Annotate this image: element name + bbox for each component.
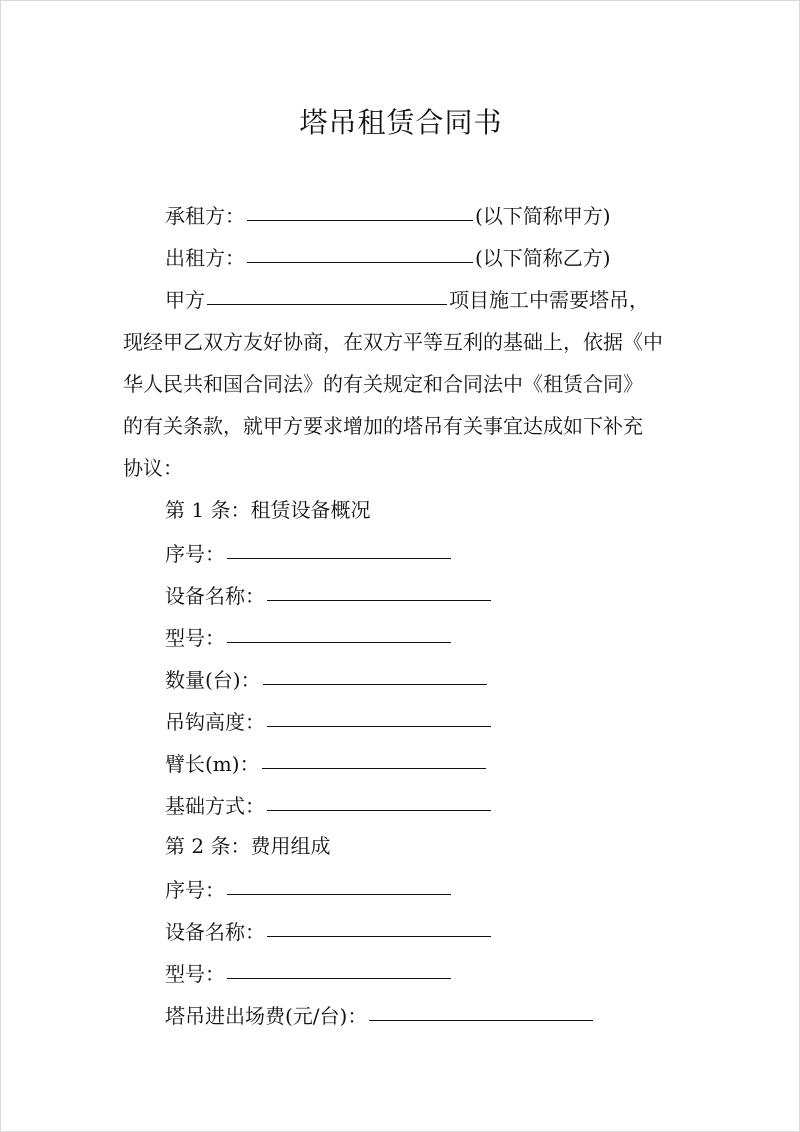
s1-field-serial (165, 542, 453, 566)
lessor-suffix: (以下简称乙方) (475, 246, 611, 270)
s1-field-foundation (165, 794, 493, 818)
s1-field-boom-length (165, 752, 488, 776)
s2-field-equipment-name (165, 920, 493, 944)
s2-model-blank[interactable] (227, 978, 451, 979)
s2-serial-label: 序号： (165, 878, 225, 902)
intro-first-line-rest: 项目施工中需要塔吊， (449, 288, 649, 312)
s1-boom-length-label: 臂长(m)： (165, 752, 260, 776)
s2-model-label: 型号： (165, 962, 225, 986)
s2-field-entry-exit-fee (165, 1004, 595, 1028)
intro-line-5: 协议： (123, 456, 183, 480)
intro-line-3: 华人民共和国合同法》的有关规定和合同法中《租赁合同》 (123, 372, 643, 396)
s1-serial-blank[interactable] (227, 558, 451, 559)
s1-quantity-blank[interactable] (263, 684, 487, 685)
section2-heading: 第 2 条：费用组成 (165, 834, 331, 858)
s1-boom-length-blank[interactable] (262, 768, 486, 769)
s2-field-serial (165, 878, 453, 902)
section1-heading: 第 1 条：租赁设备概况 (165, 498, 371, 522)
s1-field-equipment-name (165, 584, 493, 608)
s1-hook-height-label: 吊钩高度： (165, 710, 265, 734)
s1-equipment-name-blank[interactable] (267, 600, 491, 601)
intro-prefix: 甲方 (165, 288, 205, 312)
intro-line-2: 现经甲乙双方友好协商，在双方平等互利的基础上，依据《中 (123, 330, 663, 354)
s2-serial-blank[interactable] (227, 894, 451, 895)
lessor-label: 出租方： (165, 246, 245, 270)
s1-field-model (165, 626, 453, 650)
lessee-blank[interactable] (247, 220, 473, 221)
s2-equipment-name-blank[interactable] (267, 936, 491, 937)
s1-foundation-blank[interactable] (267, 810, 491, 811)
s2-equipment-name-label: 设备名称： (165, 920, 265, 944)
s2-entry-exit-fee-blank[interactable] (369, 1020, 593, 1021)
lessee-suffix: (以下简称甲方) (475, 204, 611, 228)
lessee-line (165, 204, 611, 228)
s2-entry-exit-fee-label: 塔吊进出场费(元/台)： (165, 1004, 368, 1028)
s2-field-model (165, 962, 453, 986)
lessor-line (165, 246, 611, 270)
s1-quantity-label: 数量(台)： (165, 668, 261, 692)
intro-line-1 (165, 288, 649, 312)
s1-model-blank[interactable] (227, 642, 451, 643)
lessee-label: 承租方： (165, 204, 245, 228)
s1-serial-label: 序号： (165, 542, 225, 566)
s1-hook-height-blank[interactable] (267, 726, 491, 727)
s1-model-label: 型号： (165, 626, 225, 650)
s1-field-hook-height (165, 710, 493, 734)
lessor-blank[interactable] (247, 262, 473, 263)
s1-foundation-label: 基础方式： (165, 794, 265, 818)
intro-line-4: 的有关条款，就甲方要求增加的塔吊有关事宜达成如下补充 (123, 414, 643, 438)
s1-field-quantity (165, 668, 489, 692)
document-title: 塔吊租赁合同书 (299, 106, 503, 139)
project-name-blank[interactable] (207, 304, 447, 305)
s1-equipment-name-label: 设备名称： (165, 584, 265, 608)
